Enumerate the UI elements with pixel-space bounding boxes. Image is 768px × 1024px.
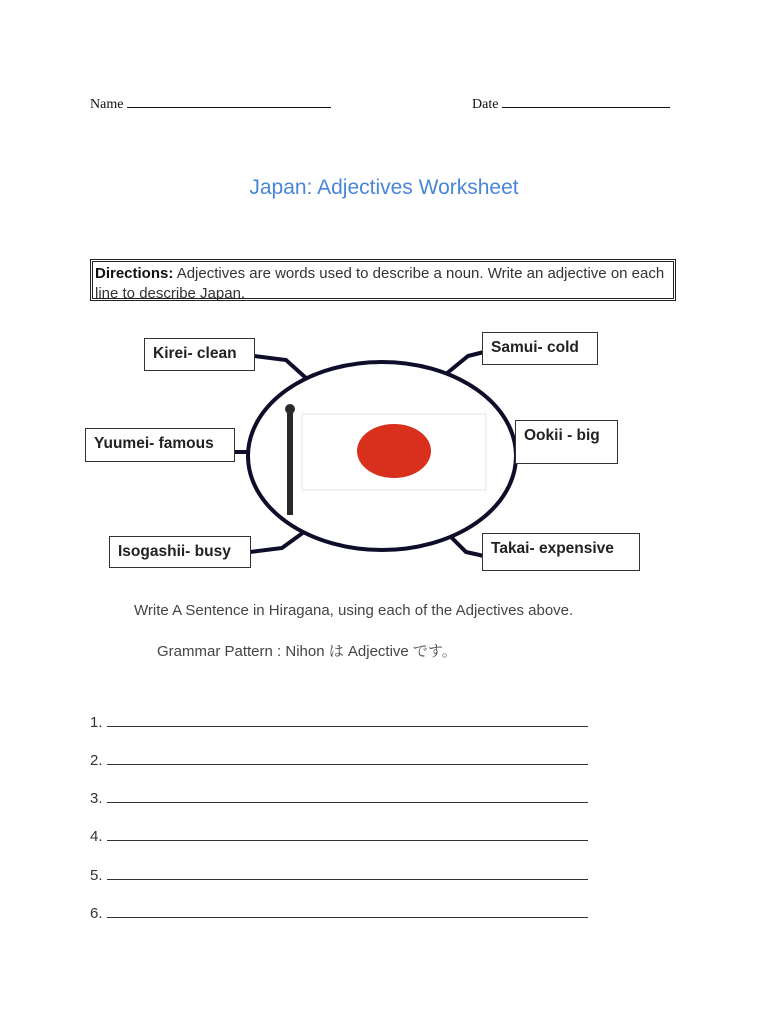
answer-number-2: 2. (90, 752, 103, 769)
page-title: Japan: Adjectives Worksheet (249, 176, 519, 199)
answer-line-4[interactable] (90, 828, 588, 845)
directions-label: Directions: (95, 265, 174, 282)
label-box-kirei (144, 338, 255, 371)
label-text-isogashii: Isogashii- busy (118, 543, 231, 560)
answer-rule-1[interactable] (107, 714, 588, 727)
sentence-prompt: Write A Sentence in Hiragana, using each of the Adjectives above. (134, 602, 574, 619)
connector-samui (446, 352, 484, 374)
name-label: Name (90, 97, 124, 112)
answer-rule-5[interactable] (107, 867, 588, 880)
label-box-takai (482, 533, 640, 571)
label-text-yuumei: Yuumei- famous (94, 435, 214, 452)
grammar-pattern: Grammar Pattern : Nihon は Adjective です。 (157, 643, 457, 660)
connector-isogashii (250, 532, 304, 552)
flag-pole-finial (285, 404, 295, 414)
label-text-samui: Samui- cold (491, 339, 579, 356)
label-box-samui (482, 332, 598, 365)
answer-line-2[interactable] (90, 752, 588, 769)
answer-rule-3[interactable] (107, 790, 588, 803)
label-text-ookii: Ookii - big (524, 427, 600, 444)
answer-line-3[interactable] (90, 790, 588, 807)
date-label: Date (472, 97, 499, 112)
answer-rule-4[interactable] (107, 828, 588, 841)
label-box-isogashii (109, 536, 251, 568)
answer-line-1[interactable] (90, 714, 588, 731)
label-text-takai: Takai- expensive (491, 540, 614, 557)
directions-text: Adjectives are words used to describe a noun. Write an adjective on each line to describe Japan. (95, 265, 665, 302)
flag-sun-circle (357, 424, 431, 478)
answer-rule-2[interactable] (107, 752, 588, 765)
answer-number-1: 1. (90, 714, 103, 731)
answer-number-3: 3. (90, 790, 103, 807)
answer-line-6[interactable] (90, 905, 588, 922)
answer-number-4: 4. (90, 828, 103, 845)
answer-line-5[interactable] (90, 867, 588, 884)
answer-rule-6[interactable] (107, 905, 588, 918)
label-box-ookii (515, 420, 618, 464)
answer-number-5: 5. (90, 867, 103, 884)
label-box-yuumei (85, 428, 235, 462)
answer-number-6: 6. (90, 905, 103, 922)
connector-kirei (254, 356, 306, 378)
label-text-kirei: Kirei- clean (153, 345, 237, 362)
